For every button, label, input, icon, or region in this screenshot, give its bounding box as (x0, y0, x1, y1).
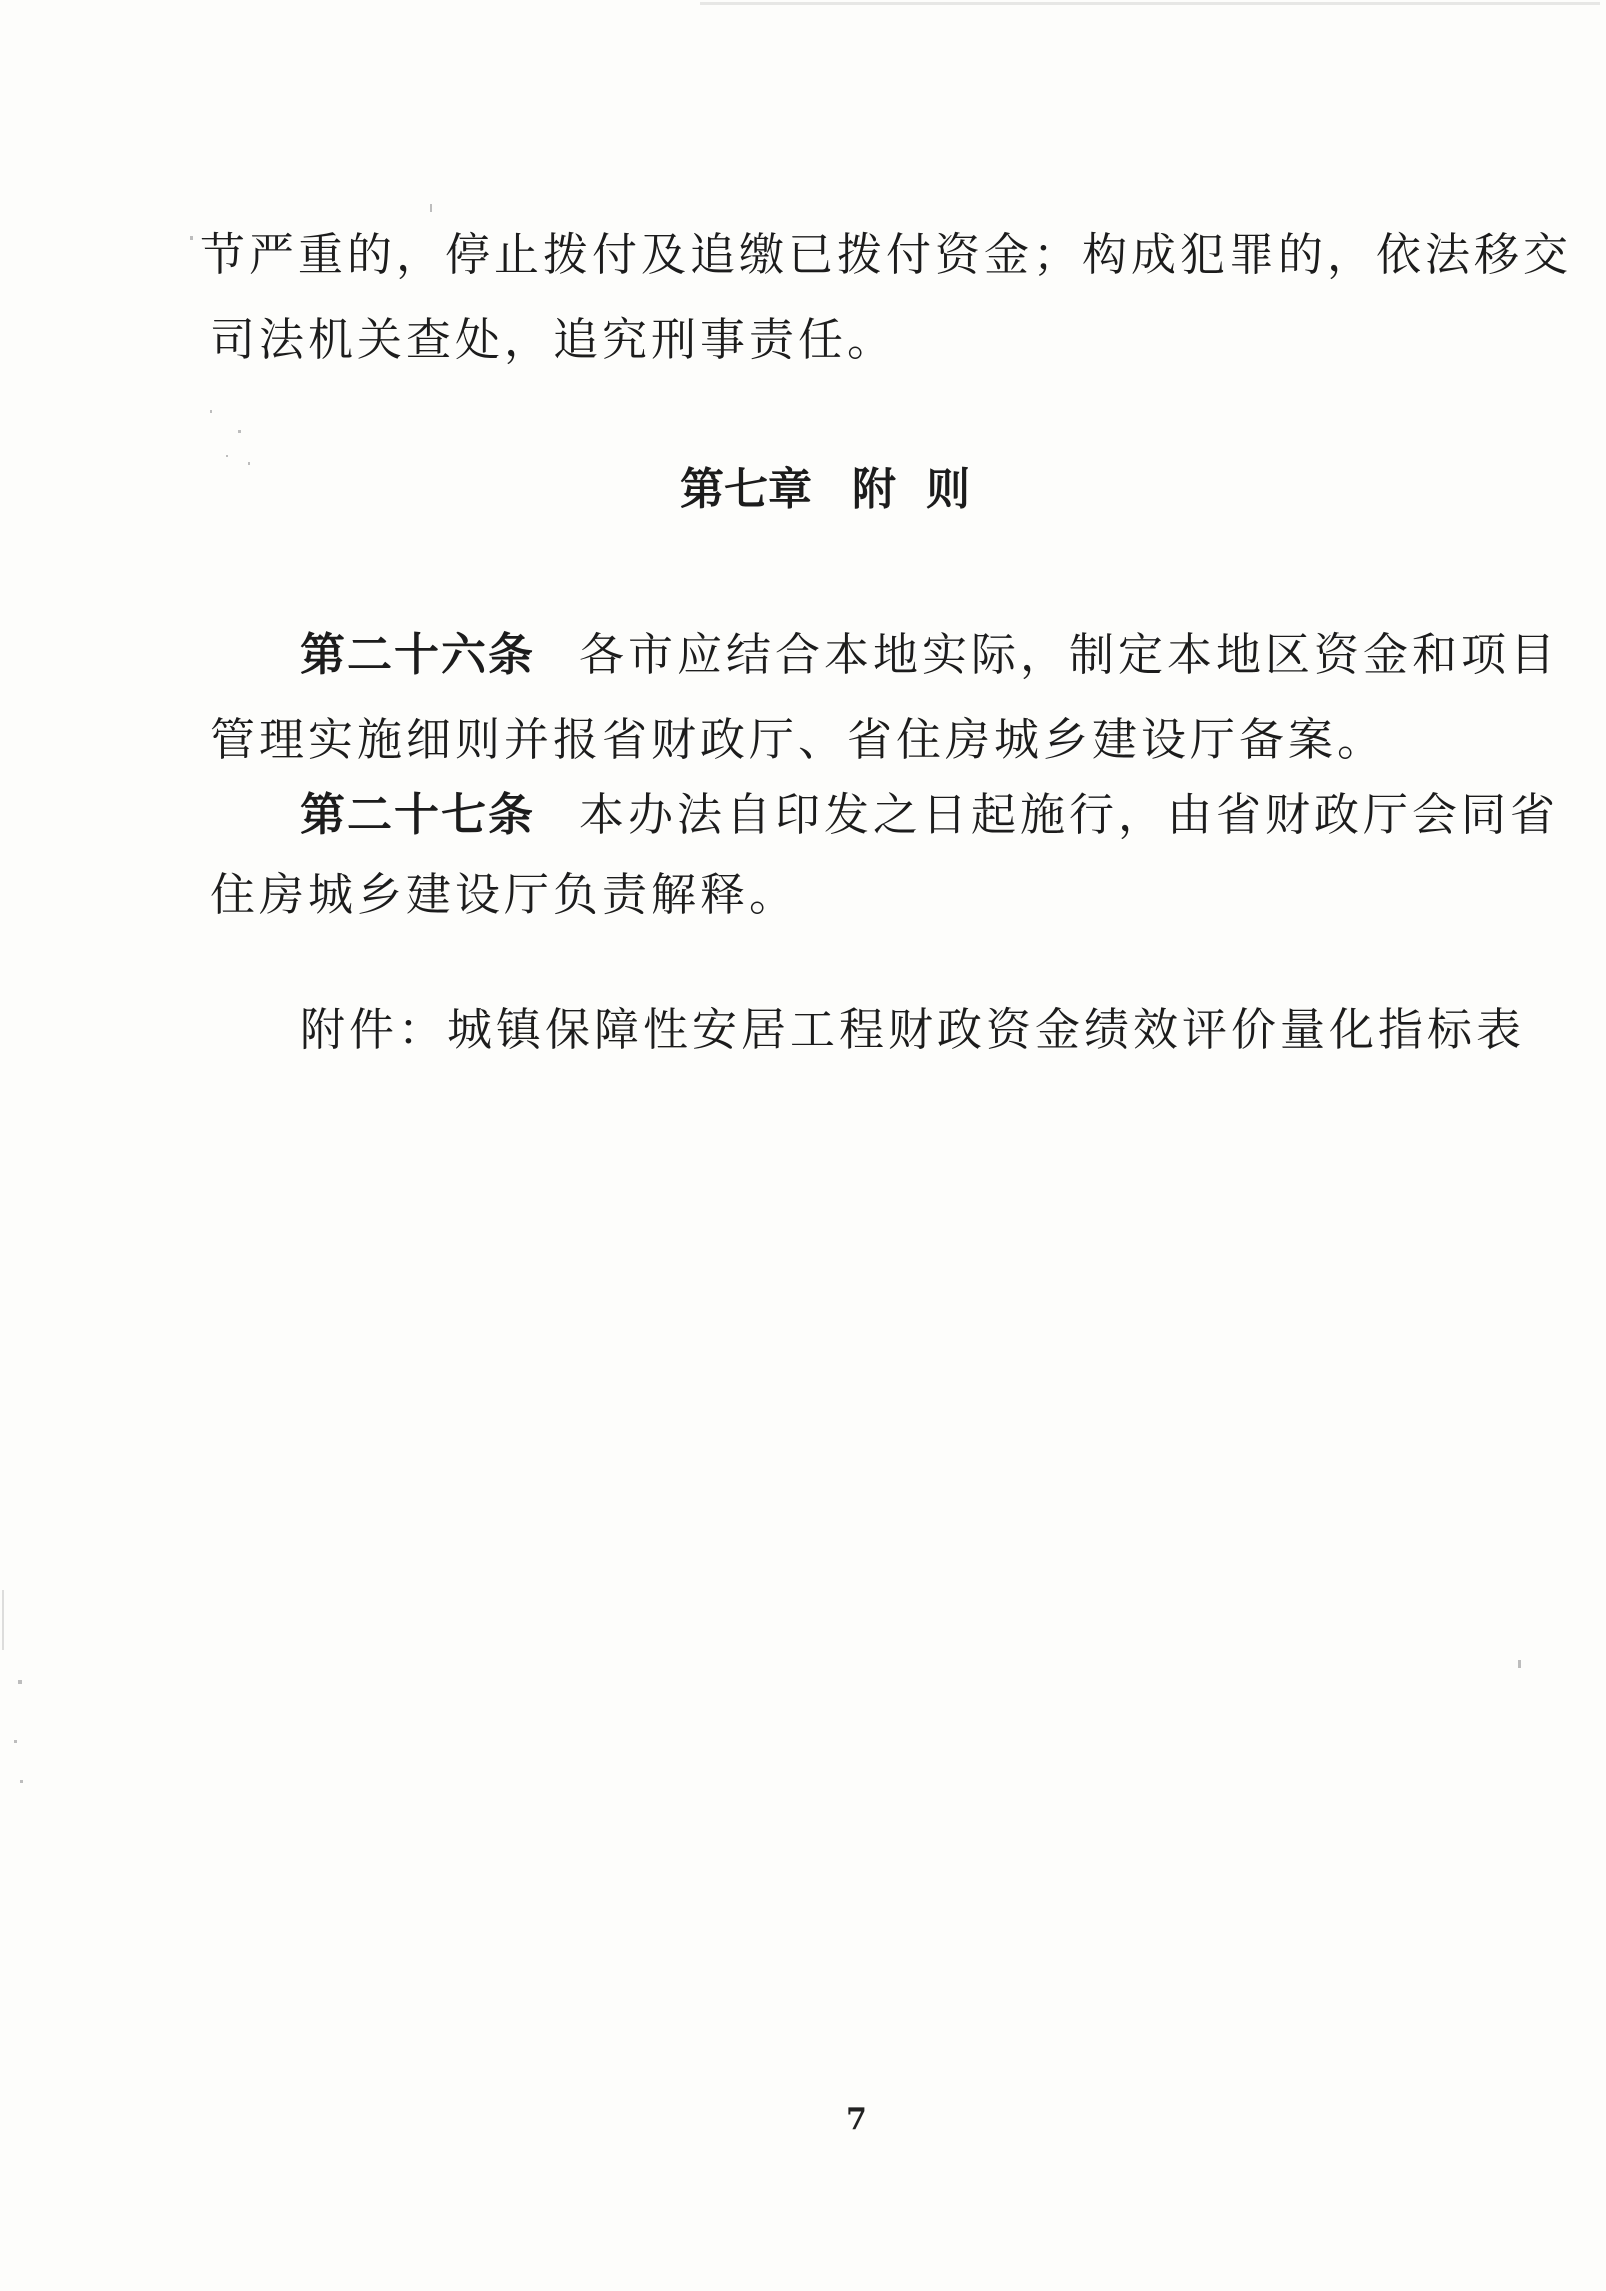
attachment-line: 附件：城镇保障性安居工程财政资金绩效评价量化指标表 (300, 1003, 1526, 1056)
article-27 (300, 785, 1559, 845)
article-27-line-1: 本办法自印发之日起施行，由省财政厅会同省 (579, 788, 1560, 841)
article-27-label: 第二十七条 (300, 788, 536, 841)
continuation-line-1: 节严重的，停止拨付及追缴已拨付资金；构成犯罪的，依法移交 (200, 228, 1573, 281)
chapter-heading (680, 460, 970, 520)
article-26-line-1: 各市应结合本地实际，制定本地区资金和项目 (579, 628, 1560, 681)
article-26-line-2: 管理实施细则并报省财政厅、省住房城乡建设厅备案。 (210, 713, 1387, 766)
article-27-line-2: 住房城乡建设厅负责解释。 (210, 868, 799, 921)
page-number: 7 (846, 2102, 867, 2137)
chapter-title-char-2: 则 (926, 464, 970, 515)
chapter-title-char-1: 附 (852, 464, 896, 515)
chapter-number: 第七章 (680, 464, 812, 515)
article-26-label: 第二十六条 (300, 628, 536, 681)
continuation-line-2: 司法机关查处，追究刑事责任。 (210, 313, 897, 366)
article-26 (300, 625, 1559, 685)
